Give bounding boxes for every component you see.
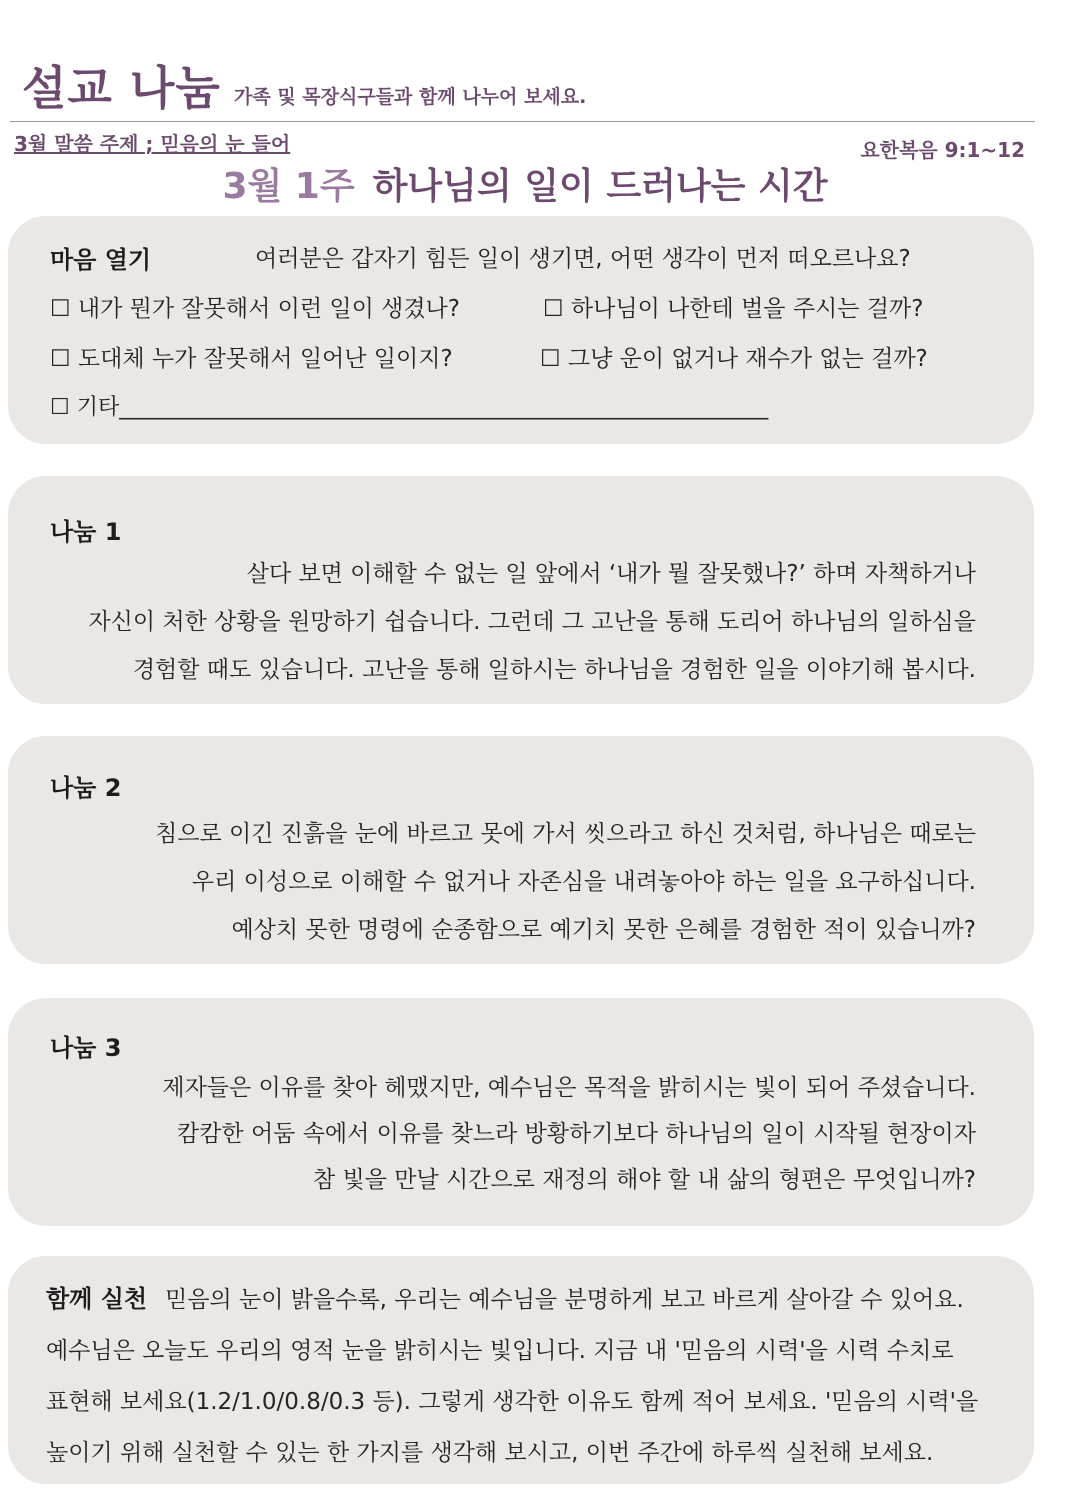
share1-box: [8, 476, 1034, 704]
share1-label: 나눔 1: [50, 518, 122, 546]
opening-option[interactable]: ☐ 도대체 누가 잘못해서 일어난 일이지?: [50, 346, 453, 372]
opening-box: [8, 216, 1034, 444]
sermon-title: 하나님의 일이 드러나는 시간: [372, 166, 828, 207]
sermon-heading: [0, 158, 1050, 209]
share2-line: 예상치 못한 명령에 순종함으로 예기치 못한 은혜를 경험한 적이 있습니까?: [231, 917, 976, 943]
practice-box: [8, 1256, 1034, 1484]
practice-label: 함께 실천: [46, 1285, 148, 1313]
opening-label: 마음 열기: [50, 246, 152, 274]
practice-line: 표현해 보세요(1.2/1.0/0.8/0.3 등). 그렇게 생각한 이유도 함께 적어 보세요. '믿음의 시력'을: [46, 1389, 979, 1415]
page-title: 설교 나눔: [22, 61, 221, 115]
share1-line: 자신이 처한 상황을 원망하기 쉽습니다. 그런데 그 고난을 통해 도리어 하나님의 일하심을: [88, 609, 976, 635]
opening-option-other[interactable]: ☐ 기타___________________________________________________________: [50, 395, 769, 420]
scripture-reference: 요한복음 9:1~12: [860, 138, 1025, 162]
opening-option[interactable]: ☐ 그냥 운이 없거나 재수가 없는 걸까?: [540, 346, 928, 372]
share3-line: 제자들은 이유를 찾아 헤맸지만, 예수님은 목적을 밝히시는 빛이 되어 주셨습니다.: [162, 1075, 976, 1101]
practice-text: [46, 1274, 1008, 1479]
share2-line: 우리 이성으로 이해할 수 없거나 자존심을 내려놓아야 하는 일을 요구하십니다.: [191, 869, 976, 895]
share2-box: [8, 736, 1034, 964]
sermon-week: 3월 1주: [222, 166, 355, 207]
page-subtitle: 가족 및 목장식구들과 함께 나누어 보세요.: [234, 86, 587, 108]
share3-line: 참 빛을 만날 시간으로 재정의 해야 할 내 삶의 형편은 무엇입니까?: [313, 1167, 976, 1193]
share3-line: 캄캄한 어둠 속에서 이유를 찾느라 방황하기보다 하나님의 일이 시작될 현장이자: [177, 1121, 976, 1147]
share3-label: 나눔 3: [50, 1034, 122, 1062]
opening-option[interactable]: ☐ 하나님이 나한테 벌을 주시는 걸까?: [543, 296, 924, 322]
practice-line: 믿음의 눈이 밝을수록, 우리는 예수님을 분명하게 보고 바르게 살아갈 수 있어요.: [165, 1287, 964, 1313]
share2-line: 침으로 이긴 진흙을 눈에 바르고 못에 가서 씻으라고 하신 것처럼, 하나님은 때로는: [155, 821, 976, 847]
practice-line: 예수님은 오늘도 우리의 영적 눈을 밝히시는 빛입니다. 지금 내 '믿음의 시력'을 시력 수치로: [46, 1338, 954, 1364]
practice-line: 높이기 위해 실천할 수 있는 한 가지를 생각해 보시고, 이번 주간에 하루씩 실천해 보세요.: [46, 1440, 934, 1466]
divider: [10, 121, 1035, 122]
opening-question: 여러분은 갑자기 힘든 일이 생기면, 어떤 생각이 먼저 떠오르나요?: [255, 246, 911, 272]
share2-label: 나눔 2: [50, 774, 122, 802]
share3-box: [8, 998, 1034, 1226]
share1-line: 살다 보면 이해할 수 없는 일 앞에서 ‘내가 뭘 잘못했나?’ 하며 자책하거나: [246, 561, 976, 587]
share1-line: 경험할 때도 있습니다. 고난을 통해 일하시는 하나님을 경험한 일을 이야기해 봅시다.: [132, 657, 976, 683]
monthly-theme: 3월 말씀 주제 ; 믿음의 눈 들어: [14, 132, 291, 156]
opening-option[interactable]: ☐ 내가 뭔가 잘못해서 이런 일이 생겼나?: [50, 296, 460, 322]
